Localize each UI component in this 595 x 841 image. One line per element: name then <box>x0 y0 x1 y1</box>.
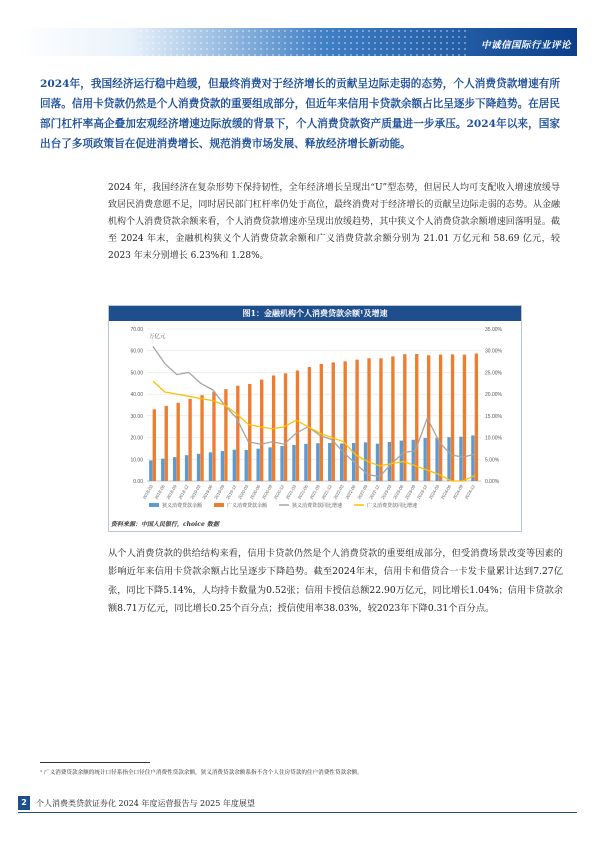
header-brand: 中诚信国际行业评论 <box>480 40 571 51</box>
bar-narrow <box>424 438 427 481</box>
bar-broad <box>344 361 347 481</box>
x-tick-label: 2022-03 <box>332 484 345 501</box>
bar-narrow <box>388 442 391 481</box>
bar-narrow <box>268 447 271 481</box>
bar-broad <box>451 354 454 481</box>
x-tick-label: 2018-06 <box>153 484 166 501</box>
y-axis-unit: 万亿元 <box>149 334 166 340</box>
y2-tick-label: 5.00% <box>485 457 500 464</box>
legend-label: 广义消费贷款同比增速 <box>367 503 418 509</box>
bar-broad <box>320 364 323 481</box>
bar-narrow <box>280 446 283 481</box>
bar-narrow <box>245 450 248 481</box>
bar-narrow <box>233 450 236 481</box>
bar-broad <box>355 360 358 481</box>
figure-source: 资料来源：中国人民银行，choice 数据 <box>111 521 219 528</box>
y-tick-label: 10.00 <box>130 457 143 464</box>
bar-broad <box>439 355 442 481</box>
bar-broad <box>153 409 156 481</box>
bar-broad <box>236 386 239 481</box>
bar-broad <box>165 406 168 481</box>
x-tick-label: 2018-09 <box>165 484 178 501</box>
y-tick-label: 30.00 <box>130 413 143 420</box>
x-tick-label: 2022-12 <box>368 484 381 501</box>
figure <box>108 305 522 532</box>
x-tick-label: 2021-09 <box>308 484 321 501</box>
x-tick-label: 2020-12 <box>272 484 286 501</box>
y-tick-label: 60.00 <box>130 348 143 355</box>
bar-broad <box>177 403 180 481</box>
y2-tick-label: 35.00% <box>485 327 502 333</box>
x-tick-label: 2023-06 <box>392 484 405 501</box>
body-paragraph-1: 2024 年，我国经济在复杂形势下保持韧性，全年经济增长呈现出“U”型态势，但居民人均可支配收入增速放缓导致居民消费意愿不足，同时居民部门杠杆率仍处于高位，最终消费对于经济增长的贡献呈边际走弱的态势。从金融机构个人消费贷款余额来看，个人消费贷款增速亦呈现出放缓趋势，其中狭义个人消费贷款余额增速回落明显。截至 2024 年末，金融机构狭义个人消费贷款余额和广义消费贷款余额分别为 21.01 万亿元和 58.69 亿元，较 2023 年末分别增长 6.23%和 1.28%。 <box>108 183 560 261</box>
x-tick-label: 2018-03 <box>141 484 154 501</box>
bar-narrow <box>304 444 307 481</box>
bar-narrow <box>471 435 474 481</box>
bar-narrow <box>185 455 188 481</box>
bar-broad <box>415 354 418 481</box>
legend-label: 狭义消费贷款余额 <box>162 503 203 509</box>
bar-narrow <box>209 452 212 481</box>
bar-narrow <box>197 454 200 481</box>
bar-broad <box>260 380 263 481</box>
legend-label: 狭义消费贷款同比增速 <box>292 503 343 509</box>
bar-narrow <box>412 440 415 481</box>
x-tick-label: 2019-09 <box>213 484 226 501</box>
x-tick-label: 2020-03 <box>237 484 250 501</box>
y-tick-label: 70.00 <box>130 327 143 333</box>
bar-broad <box>212 392 215 481</box>
x-tick-label: 2019-03 <box>189 484 202 501</box>
y2-tick-label: 10.00% <box>485 435 502 442</box>
y-tick-label: 20.00 <box>130 435 143 442</box>
bar-broad <box>379 358 382 481</box>
header-pattern <box>138 28 468 56</box>
y2-tick-label: 0.00% <box>485 479 500 485</box>
bar-narrow <box>221 451 224 481</box>
x-tick-label: 2022-09 <box>356 484 369 501</box>
y2-tick-label: 15.00% <box>485 413 502 420</box>
x-tick-label: 2021-12 <box>320 484 333 501</box>
bar-narrow <box>364 442 367 481</box>
x-tick-label: 2023-09 <box>404 484 417 501</box>
footnote: ¹ 广义消费贷款余额的统计口径系指全口径住户消费性贷款余额，狭义消费贷款余额系指不含个人住房贷款的住户消费性贷款余额。 <box>40 770 363 776</box>
footer-title: 个人消费类贷款证券化 2024 年度运营报告与 2025 年度展望 <box>36 799 255 808</box>
bar-broad <box>308 367 311 481</box>
x-tick-label: 2023-03 <box>380 484 393 501</box>
bar-broad <box>248 384 251 481</box>
footer-divider <box>18 812 577 813</box>
y2-tick-label: 20.00% <box>485 392 502 399</box>
legend-swatch <box>214 503 224 507</box>
x-tick-label: 2021-03 <box>284 484 297 501</box>
y-tick-label: 40.00 <box>130 392 143 399</box>
x-tick-label: 2019-06 <box>201 484 214 501</box>
bar-narrow <box>316 443 319 481</box>
y-tick-label: 0.00 <box>133 479 143 485</box>
bar-narrow <box>257 449 260 481</box>
x-tick-label: 2022-06 <box>344 484 357 501</box>
chart <box>109 321 521 516</box>
header-band <box>18 28 577 56</box>
x-tick-label: 2019-12 <box>225 484 238 501</box>
x-tick-label: 2020-09 <box>260 484 274 501</box>
x-tick-label: 2024-09 <box>451 484 464 501</box>
y-tick-label: 50.00 <box>130 370 143 377</box>
summary-paragraph: 2024年，我国经济运行稳中趋缓，但最终消费对于经济增长的贡献呈边际走弱的态势，个人消费贷款增速有所回落。信用卡贷款仍然是个人消费贷款的重要组成部分，但近年来信用卡贷款余额占比呈逐步下降趋势。在居民部门杠杆率高企叠加宏观经济增速边际放缓的背景下，个人消费贷款资产质量进一步承压。2024年以来，国家出台了多项政策旨在促进消费增长、规范消费市场发展、释放经济增长新动能。 <box>40 78 560 150</box>
x-tick-label: 2021-06 <box>296 484 309 501</box>
bar-narrow <box>459 437 462 481</box>
bar-narrow <box>400 441 403 481</box>
page-number: 2 <box>18 796 30 810</box>
bar-narrow <box>149 460 152 481</box>
y2-tick-label: 30.00% <box>485 348 502 355</box>
x-tick-label: 2023-12 <box>415 484 429 501</box>
bar-broad <box>200 395 203 481</box>
x-tick-label: 2018-12 <box>177 484 190 501</box>
x-tick-label: 2024-12 <box>463 484 476 501</box>
bar-broad <box>463 355 466 481</box>
footnote-divider <box>40 762 150 763</box>
legend-label: 广义消费贷款余额 <box>227 503 268 509</box>
bar-broad <box>296 370 299 481</box>
bar-broad <box>188 399 191 481</box>
x-tick-label: 2024-03 <box>427 484 441 501</box>
bar-broad <box>224 389 227 481</box>
body-paragraph-2: 从个人消费贷款的供给结构来看，信用卡贷款仍然是个人消费贷款的重要组成部分，但受消费场景改变等因素的影响近年来信用卡贷款余额占比呈逐步下降趋势。截至2024年末，信用卡和借贷合一卡发卡量累计达到7.27亿张，同比下降5.14%，人均持卡数量为0.52张；信用卡授信总额22.90万亿元，同比增长1.04%；信用卡贷款余额8.71万亿元，同比增长0.25个百分点；授信使用率38.03%，较2023年下降0.31个百分点。 <box>108 548 563 615</box>
bar-broad <box>475 354 478 481</box>
bar-narrow <box>447 437 450 481</box>
x-tick-label: 2020-06 <box>248 484 262 501</box>
bar-narrow <box>161 459 164 481</box>
bar-broad <box>332 362 335 481</box>
y2-tick-label: 25.00% <box>485 370 502 377</box>
legend-swatch <box>149 503 159 507</box>
bar-narrow <box>292 445 295 481</box>
x-tick-label: 2024-06 <box>439 484 453 501</box>
bar-narrow <box>328 443 331 481</box>
figure-title: 图1：金融机构个人消费贷款余额¹及增速 <box>109 306 521 321</box>
bar-narrow <box>173 457 176 481</box>
